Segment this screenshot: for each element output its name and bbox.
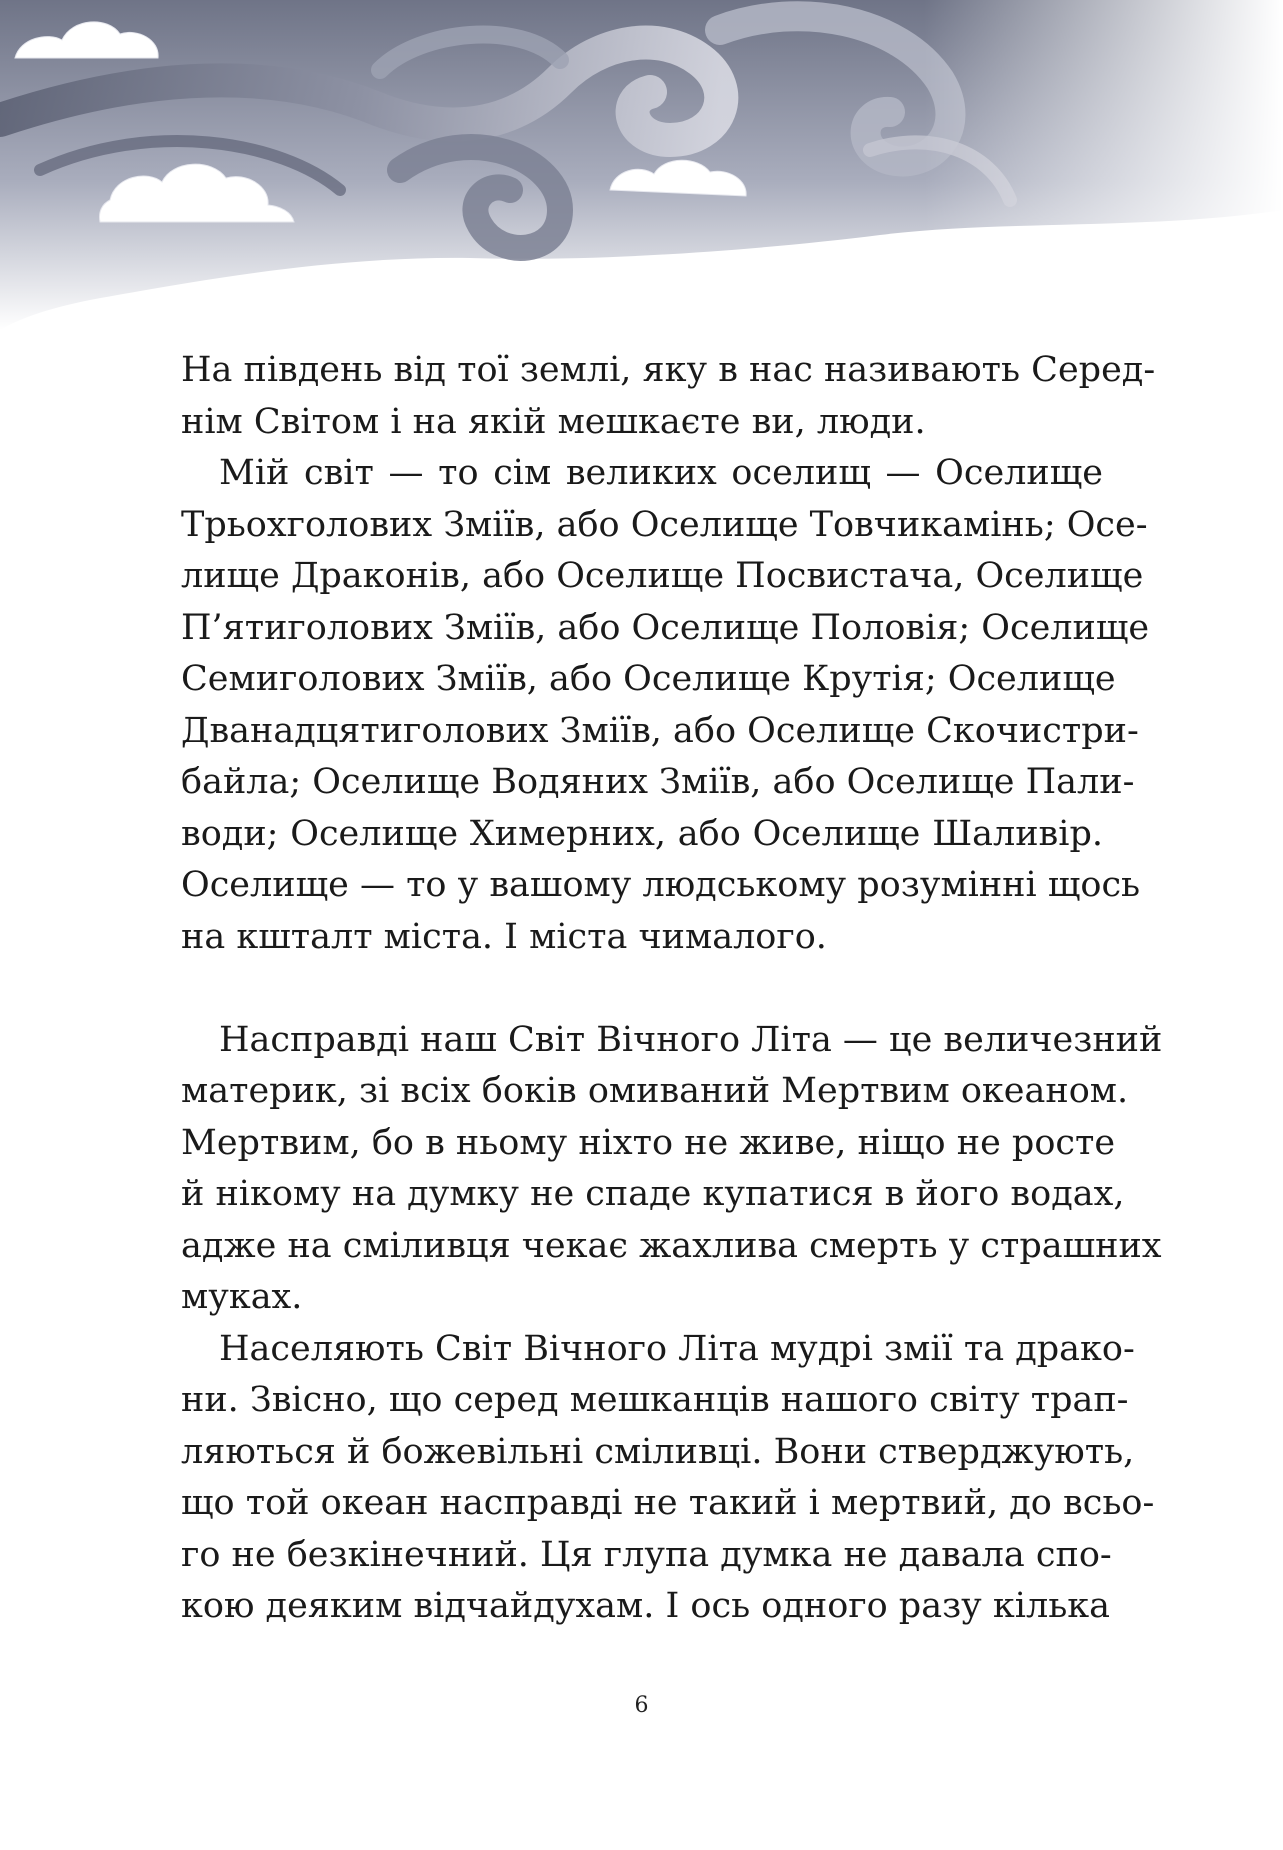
text-line: муках. [181, 1277, 303, 1317]
text-line: нім Світом і на якій мешкаєте ви, люди. [181, 401, 926, 442]
text-line: материк, зі всіх боків омиваний Мертвим океаном. [181, 1071, 1129, 1111]
text-line: Мертвим, бо в ньому ніхто не живе, ніщо не росте [181, 1122, 1116, 1163]
text-line: кою деяким відчайдухам. І ось одного разу кілька [181, 1586, 1110, 1626]
text-line: Семиголових Зміїв, або Оселище Крутія; Оселище [181, 659, 1116, 699]
text-line: На південь від тої землі, яку в нас називають Серед- [181, 350, 1156, 390]
text-line: ляються й божевільні сміливці. Вони стверджують, [181, 1431, 1135, 1472]
text-line: го не безкінечний. Ця глупа думка не давала спо- [181, 1534, 1112, 1575]
text-line: лище Драконів, або Оселище Посвистача, Оселище [181, 556, 1144, 596]
text-line: адже на сміливця чекає жахлива смерть у страшних [181, 1225, 1162, 1266]
text-line: Оселище — то у вашому людському розумінні щось [181, 865, 1141, 905]
body-text [181, 345, 1163, 1633]
paragraph-gap [181, 963, 1103, 1015]
text-line: Трьохголових Зміїв, або Оселище Товчикамінь; Осе- [181, 504, 1148, 545]
page-number: 6 [634, 1693, 649, 1718]
text-line: Мій світ — то сім великих оселищ — Оселище [219, 453, 1103, 493]
text-line: Насправді наш Світ Вічного Літа — це величезний [219, 1019, 1163, 1060]
text-line: що той океан насправді не такий і мертвий, до всьо- [181, 1483, 1155, 1523]
text-line: Дванадцятиголових Зміїв, або Оселище Скочистри- [181, 710, 1139, 751]
text-line: на кшталт міста. І міста чималого. [181, 916, 827, 957]
text-line: й нікому на думку не спаде купатися в його водах, [181, 1174, 1125, 1214]
text-line: Населяють Світ Вічного Літа мудрі змії та драко- [219, 1328, 1135, 1369]
text-line: води; Оселище Химерних, або Оселище Шаливір. [181, 813, 1103, 854]
text-line: ни. Звісно, що серед мешканців нашого світу трап- [181, 1380, 1129, 1420]
cloud-swirl-illustration [0, 0, 1283, 340]
text-line: байла; Оселище Водяних Зміїв, або Оселище Пали- [181, 762, 1135, 802]
text-line: П’ятиголових Зміїв, або Оселище Половія; Оселище [181, 607, 1150, 648]
